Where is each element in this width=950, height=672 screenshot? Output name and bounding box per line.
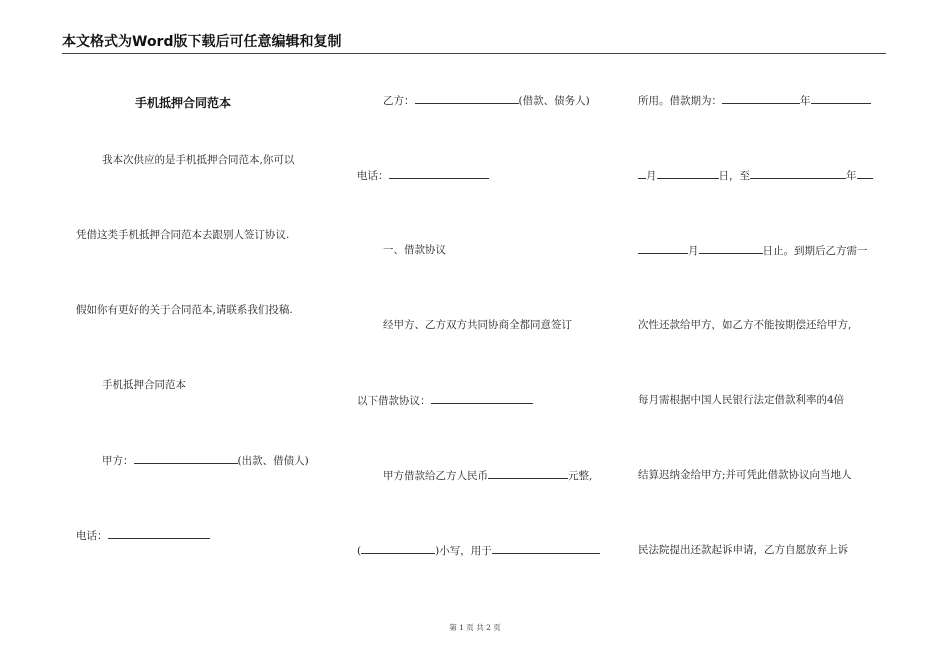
term-line [638, 93, 871, 108]
party-a-blank[interactable] [134, 453, 238, 464]
party-a-phone-line [76, 528, 210, 543]
term-line-3 [638, 243, 868, 258]
section-loan-agreement: 一、借款协议 [383, 244, 446, 256]
end-year-label: 年 [846, 170, 857, 182]
loan-amount-line [383, 468, 592, 483]
header-text: 本文格式为Word版下载后可任意编辑和复制 [62, 34, 342, 50]
term-label: 所用。借款期为： [638, 95, 722, 107]
court-line: 民法院提出还款起诉申请，乙方自愿放弃上诉 [638, 544, 848, 556]
agree-line-2 [357, 393, 533, 408]
term-year-blank[interactable] [722, 93, 800, 104]
intro-line-3: 假如你有更好的关于合同范本,请联系我们投稿. [76, 304, 293, 316]
party-b-label: 乙方： [383, 95, 415, 107]
purpose-blank[interactable] [492, 543, 600, 554]
start-month-blank[interactable] [638, 168, 646, 179]
term-month-blank[interactable] [811, 93, 871, 104]
start-day-blank[interactable] [657, 168, 719, 179]
document-title: 手机抵押合同范本 [135, 96, 232, 110]
lowercase-mid: )小写，用于 [435, 545, 492, 557]
agree-line-2-text: 以下借款协议： [357, 395, 431, 407]
party-b-suffix: (借款、债务人) [518, 95, 590, 107]
loan-amount-suffix: 元整, [568, 470, 593, 482]
party-b-blank[interactable] [415, 93, 519, 104]
intro-line-1: 我本次供应的是手机抵押合同范本,你可以 [102, 154, 295, 166]
subtitle: 手机抵押合同范本 [102, 379, 186, 391]
month-label: 月 [646, 170, 657, 182]
phone-b-blank[interactable] [389, 168, 489, 179]
lowercase-open: ( [357, 545, 362, 557]
repay-line: 次性还款给甲方，如乙方不能按期偿还给甲方, [638, 319, 852, 331]
phone-a-blank[interactable] [108, 528, 210, 539]
year-label: 年 [800, 95, 811, 107]
settle-line: 结算迟纳金给甲方;并可凭此借款协议向当地人 [638, 469, 852, 481]
end-month-blank-a[interactable] [857, 168, 873, 179]
end-day-blank[interactable] [699, 243, 763, 254]
party-b-line [383, 93, 590, 108]
end-month-label: 月 [688, 245, 699, 257]
end-year-blank[interactable] [750, 168, 846, 179]
day-to-label: 日，至 [718, 170, 750, 182]
page-header [62, 34, 886, 54]
party-a-label: 甲方： [102, 455, 134, 467]
loan-amount-blank[interactable] [488, 468, 568, 479]
lowercase-blank[interactable] [361, 543, 435, 554]
page-footer: 第 1 页 共 2 页 [449, 623, 501, 632]
intro-line-2: 凭借这类手机抵押合同范本去跟别人签订协议. [76, 229, 290, 241]
day-end-label: 日止。到期后乙方需一 [762, 245, 868, 257]
party-a-suffix: (出款、借债人) [237, 455, 309, 467]
agreement-blank[interactable] [431, 393, 533, 404]
loan-amount-label: 甲方借款给乙方人民币 [383, 470, 488, 482]
loan-lowercase-line [357, 543, 600, 558]
party-b-phone-line [357, 168, 489, 183]
agree-line: 经甲方、乙方双方共同协商全都同意签订 [383, 319, 572, 331]
end-month-blank[interactable] [638, 243, 688, 254]
phone-label-b: 电话： [357, 170, 389, 182]
term-line-2 [638, 168, 873, 183]
party-a-line [102, 453, 309, 468]
phone-label-a: 电话： [76, 530, 108, 542]
monthly-line: 每月需根据中国人民银行法定借款利率的4倍 [638, 394, 845, 406]
